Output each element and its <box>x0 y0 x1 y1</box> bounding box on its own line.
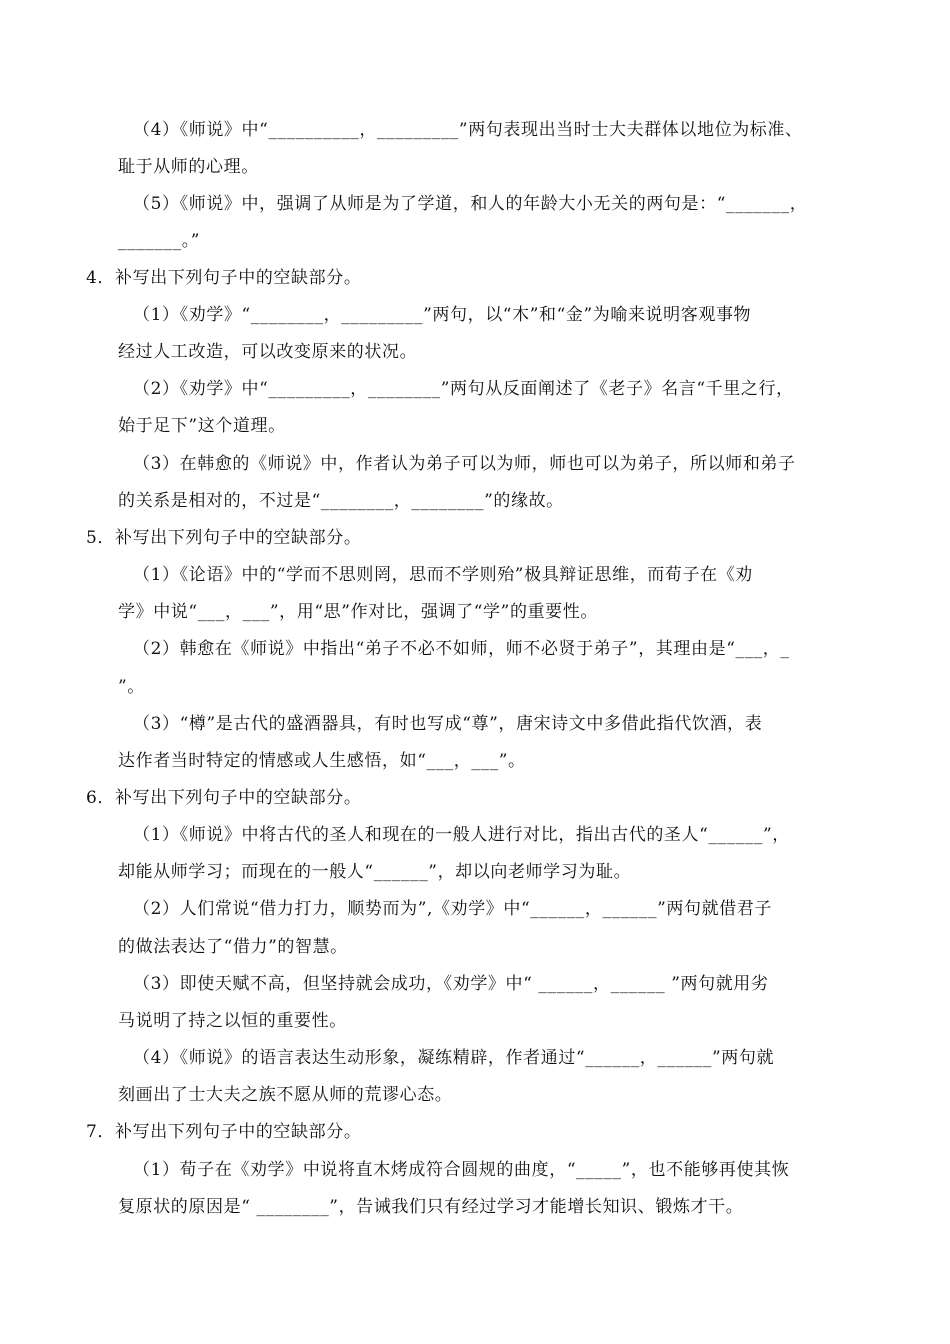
text-line: （2）《劝学》中“_________，________”两句从反面阐述了《老子》名言“千里之行， <box>133 379 794 399</box>
text-line: （1）《论语》中的“学而不思则罔，思而不学则殆”极具辩证思维，而荀子在《劝 <box>133 565 753 585</box>
text-line: （4）《师说》的语言表达生动形象，凝练精辟，作者通过“______，______”两句就 <box>133 1048 775 1068</box>
text-line: 复原状的原因是“ ________”，告诫我们只有经过学习才能增长知识、锻炼才干。 <box>118 1197 744 1217</box>
text-line: （3）即使天赋不高，但坚持就会成功，《劝学》中“ ______，______ ”两句就用劣 <box>133 974 769 994</box>
text-line: 刻画出了士大夫之族不愿从师的荒谬心态。 <box>118 1085 453 1105</box>
text-line: 的关系是相对的，不过是“________，________”的缘故。 <box>118 491 564 511</box>
text-line: 却能从师学习；而现在的一般人“______”，却以向老师学习为耻。 <box>118 862 632 882</box>
question-heading: 7．补写出下列句子中的空缺部分。 <box>86 1122 362 1142</box>
text-line: （2）韩愈在《师说》中指出“弟子不必不如师，师不必贤于弟子”，其理由是“___，_ <box>133 639 790 659</box>
text-line: （1）《劝学》“________，_________”两句，以“木”和“金”为喻来说明客观事物 <box>133 305 752 325</box>
text-line: 达作者当时特定的情感或人生感悟，如“___，___”。 <box>118 751 526 771</box>
question-heading: 6．补写出下列句子中的空缺部分。 <box>86 788 362 808</box>
text-line: ”。 <box>118 677 145 697</box>
text-line: （3）“樽”是古代的盛酒器具，有时也写成“尊”，唐宋诗文中多借此指代饮酒，表 <box>133 714 763 734</box>
text-line: 学》中说“___，___”，用“思”作对比，强调了“学”的重要性。 <box>118 602 598 622</box>
text-line: 马说明了持之以恒的重要性。 <box>118 1011 347 1031</box>
text-line: （1）荀子在《劝学》中说将直木烤成符合圆规的曲度，“_____”，也不能够再使其恢 <box>133 1160 790 1180</box>
question-heading: 5．补写出下列句子中的空缺部分。 <box>86 528 362 548</box>
text-line: _______。” <box>118 231 201 251</box>
text-line: （3）在韩愈的《师说》中，作者认为弟子可以为师，师也可以为弟子，所以师和弟子 <box>133 454 796 474</box>
text-line: （1）《师说》中将古代的圣人和现在的一般人进行对比，指出古代的圣人“______”， <box>133 825 790 845</box>
question-heading: 4．补写出下列句子中的空缺部分。 <box>86 268 362 288</box>
text-line: 的做法表达了“借力”的智慧。 <box>118 937 348 957</box>
text-line: （5）《师说》中，强调了从师是为了学道，和人的年龄大小无关的两句是：“_______， <box>133 194 808 214</box>
text-line: （4）《师说》中“__________，_________”两句表现出当时士大夫群体以地位为标准、 <box>133 120 803 140</box>
text-line: 经过人工改造，可以改变原来的状况。 <box>118 342 418 362</box>
text-line: （2）人们常说“借力打力，顺势而为”,《劝学》中“______，______”两句就借君子 <box>133 899 772 919</box>
text-line: 耻于从师的心理。 <box>118 157 259 177</box>
text-line: 始于足下”这个道理。 <box>118 416 286 436</box>
